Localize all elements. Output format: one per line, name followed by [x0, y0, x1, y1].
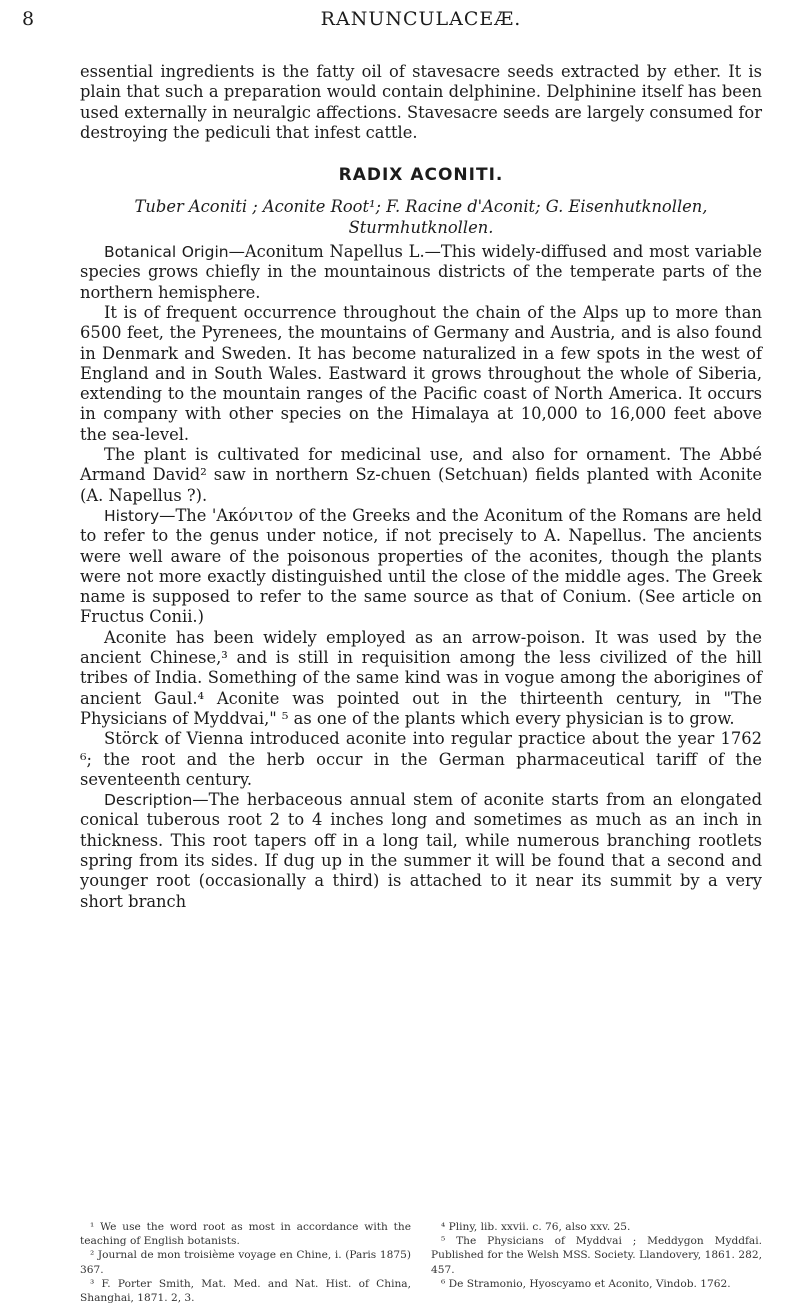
page-header [22, 0, 762, 40]
botanical-origin-text: —Aconitum Napellus L.—This widely-diffused and most variable species grows chiefly in the mountainous districts of the temperate parts of the northern hemisphere. [80, 242, 762, 302]
botanical-paragraph-3: The plant is cultivated for medicinal use, and also for ornament. The Abbé Armand David² saw in northern Sz-chuen (Setchuan) fields planted with Aconite (A. Napellus ?). [80, 445, 762, 505]
description-heading: Description [104, 791, 193, 810]
history-paragraph [80, 506, 762, 628]
page [22, 0, 762, 912]
description-text: —The herbaceous annual stem of aconite starts from an elongated conical tuberous root 2 to 4 inches long and sometimes as much as an inch in thickness. This root tapers off in a long tail, while numerous branching rootlets spring from its sides. If dug up in the summer it will be found that a second and younger root (occasionally a third) is attached to it near its summit by a very short branch [80, 790, 762, 911]
history-paragraph-3: Störck of Vienna introduced aconite into regular practice about the year 1762 ⁶; the root and the herb occur in the German pharmaceutical tariff of the seventeenth century. [80, 729, 762, 789]
footnotes [80, 1220, 762, 1305]
footnote: ³ F. Porter Smith, Mat. Med. and Nat. Hist. of China, Shanghai, 1871. 2, 3. [80, 1277, 411, 1305]
intro-paragraph: essential ingredients is the fatty oil of stavesacre seeds extracted by ether. It is plain that such a preparation would contain delphinine. Delphinine itself has been used externally in neuralgic affections. Stavesacre seeds are largely consumed for destroying the pediculi that infest cattle. [80, 62, 762, 142]
botanical-paragraph-2: It is of frequent occurrence throughout the chain of the Alps up to more than 6500 feet, the Pyrenees, the mountains of Germany and Austria, and is also found in Denmark and Sweden. It has become naturalized in a few spots in the west of England and in South Wales. Eastward it grows throughout the whole of Siberia, extending to the mountain ranges of the Pacific coast of North America. It occurs in company with other species on the Himalaya at 10,000 to 16,000 feet above the sea-level. [80, 302, 762, 444]
section-title: RADIX ACONITI. [338, 165, 504, 186]
history-text: —The 'Ακόνιτον of the Greeks and the Aconitum of the Romans are held to refer to the genus under notice, if not precisely to A. Napellus. The ancients were well aware of the poisonous properties of the aconites, though the plants were not more exactly distinguished until the close of the middle ages. The Greek name is supposed to refer to the same source as that of Conium. (See article on Fructus Conii.) [80, 505, 762, 627]
synonyms [80, 197, 762, 238]
footnote: ² Journal de mon troisième voyage en Chine, i. (Paris 1875) 367. [80, 1249, 411, 1276]
history-paragraph-2: Aconite has been widely employed as an arrow-poison. It was used by the ancient Chinese,³ and is still in requisition among the less civilized of the hill tribes of India. Something of the same kind was in vogue among the aborigines of ancient Gaul.⁴ Aconite was pointed out in the thirteenth century, in "The Physicians of Myddvai," ⁵ as one of the plants which every physician is to grow. [80, 627, 762, 728]
synonyms-line-2: Sturmhutknollen. [348, 217, 494, 237]
footnotes-right-column [431, 1220, 762, 1305]
botanical-origin-paragraph [80, 242, 762, 303]
description-paragraph [80, 790, 762, 912]
body-text [80, 62, 762, 912]
footnotes-left-column [80, 1220, 411, 1305]
footnote: ⁴ Pliny, lib. xxvii. c. 76, also xxv. 25. [441, 1221, 631, 1233]
synonyms-line-1: Tuber Aconiti ; Aconite Root¹; F. Racine d'Aconit; G. Eisenhutknollen, [134, 197, 708, 217]
footnote: ⁶ De Stramonio, Hyoscyamo et Aconito, Vindob. 1762. [441, 1277, 731, 1290]
botanical-origin-heading: Botanical Origin [104, 243, 229, 262]
running-title: RANUNCULACEÆ. [320, 8, 522, 30]
footnote: ¹ We use the word root as most in accordance with the teaching of English botanists. [80, 1221, 411, 1248]
page-number: 8 [22, 8, 35, 30]
history-heading: History [104, 506, 160, 525]
footnote: ⁵ The Physicians of Myddvai ; Meddygon Myddfai. Published for the Welsh MSS. Society. Llandovery, 1861. 282, 457. [431, 1235, 762, 1276]
